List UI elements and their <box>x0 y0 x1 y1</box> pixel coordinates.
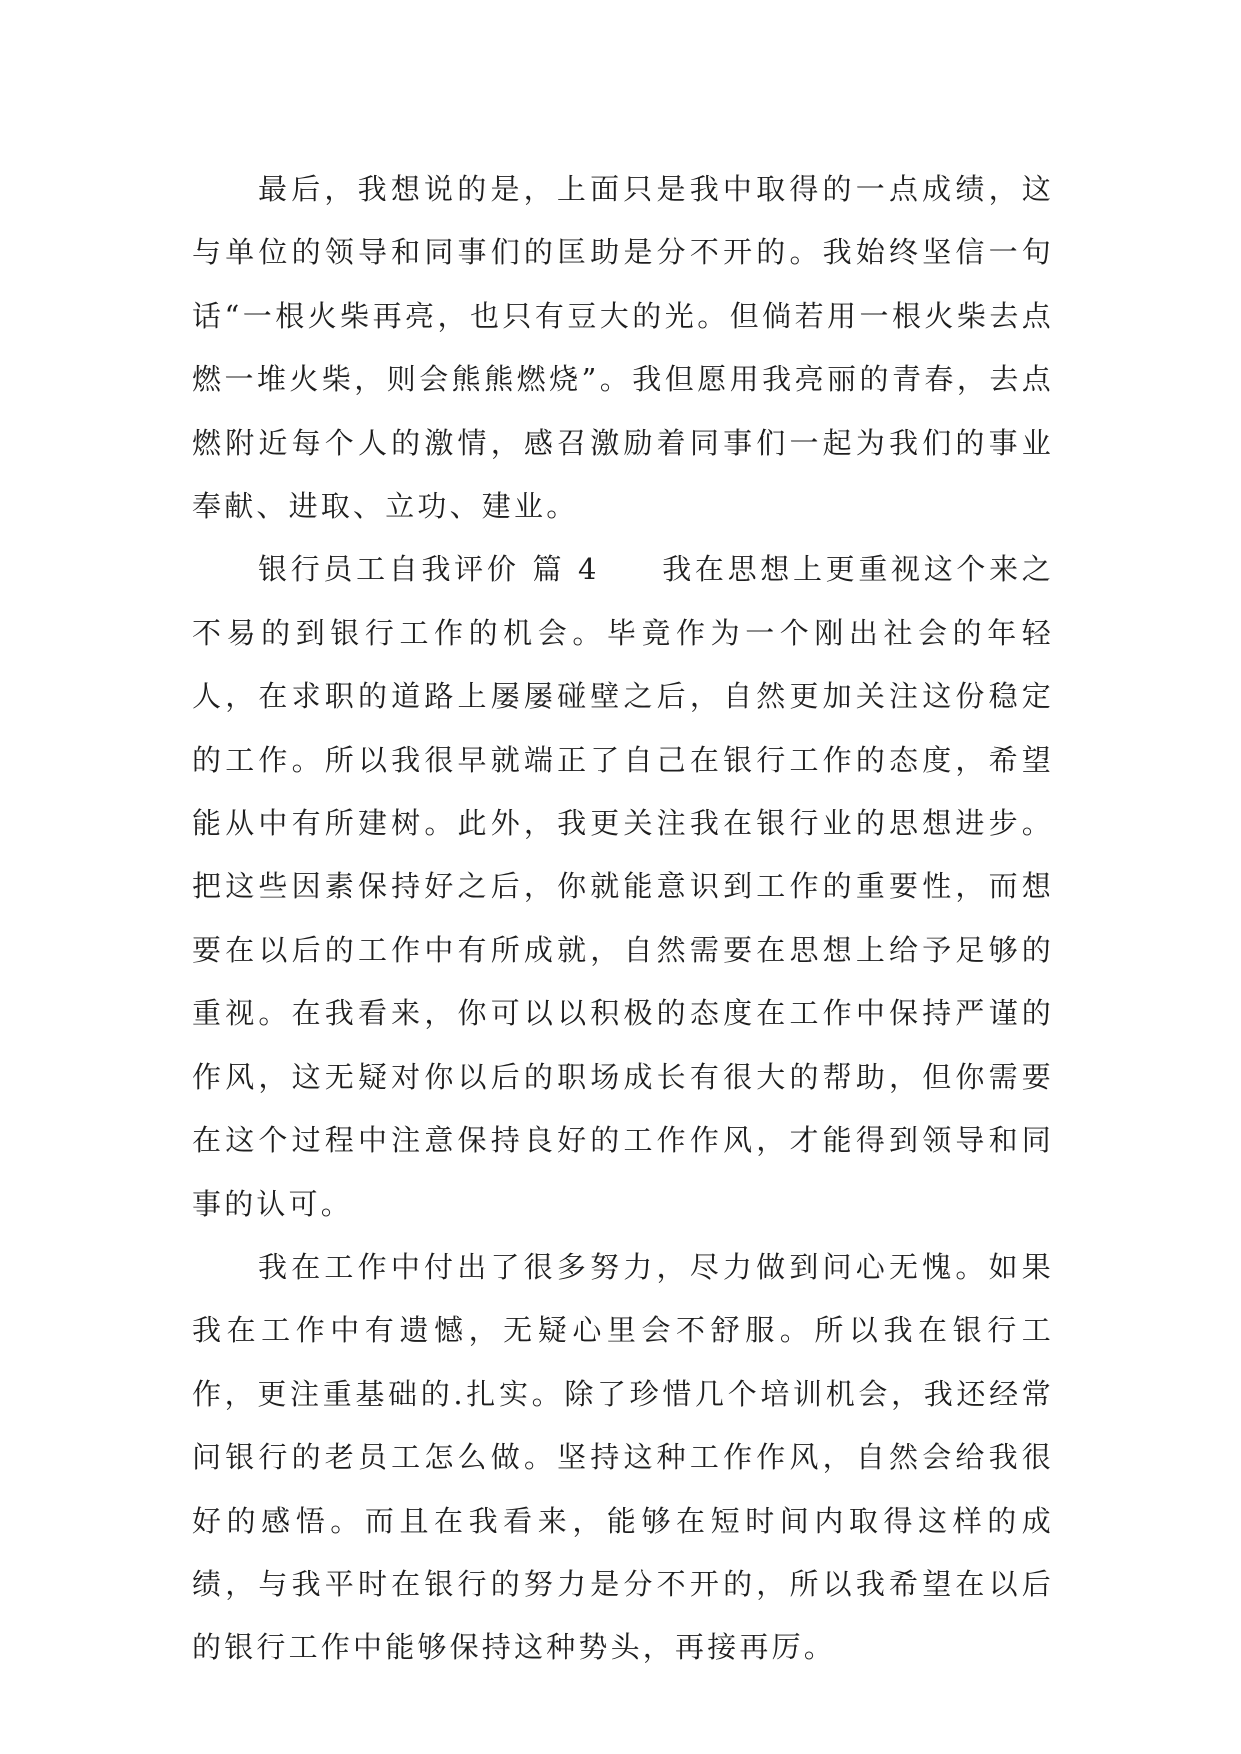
paragraph-closing: 我在工作中付出了很多努力，尽力做到问心无愧。如果我在工作中有遗憾，无疑心里会不舒服。所以我在银行工作，更注重基础的.扎实。除了珍惜几个培训机会，我还经常问银行的老员工怎么做。坚持这种工作作风，自然会给我很好的感悟。而且在我看来，能够在短时间内取得这样的成绩，与我平时在银行的努力是分不开的，所以我希望在以后的银行工作中能够保持这种势头，再接再厉。 <box>192 1249 1054 1665</box>
section-body: 我在思想上更重视这个来之不易的到银行工作的机会。毕竟作为一个刚出社会的年轻人，在求职的道路上屡屡碰壁之后，自然更加关注这份稳定的工作。所以我很早就端正了自己在银行工作的态度，希望能从中有所建树。此外，我更关注我在银行业的思想进步。把这些因素保持好之后，你就能意识到工作的重要性，而想要在以后的工作中有所成就，自然需要在思想上给予足够的重视。在我看来，你可以以积极的态度在工作中保持严谨的作风，这无疑对你以后的职场成长有很大的帮助，但你需要在这个过程中注意保持良好的工作作风，才能得到领导和同事的认可。 <box>192 552 1054 1221</box>
paragraph-section-4 <box>192 538 1054 1235</box>
document-page <box>192 158 1054 1680</box>
paragraph-conclusion: 最后，我想说的是，上面只是我中取得的一点成绩，这与单位的领导和同事们的匡助是分不开的。我始终坚信一句话“一根火柴再亮，也只有豆大的光。但倘若用一根火柴去点燃一堆火柴，则会熊熊燃烧”。我但愿用我亮丽的青春，去点燃附近每个人的激情，感召激励着同事们一起为我们的事业奉献、进取、立功、建业。 <box>192 172 1054 524</box>
section-heading: 银行员工自我评价 篇 4 <box>258 552 600 587</box>
